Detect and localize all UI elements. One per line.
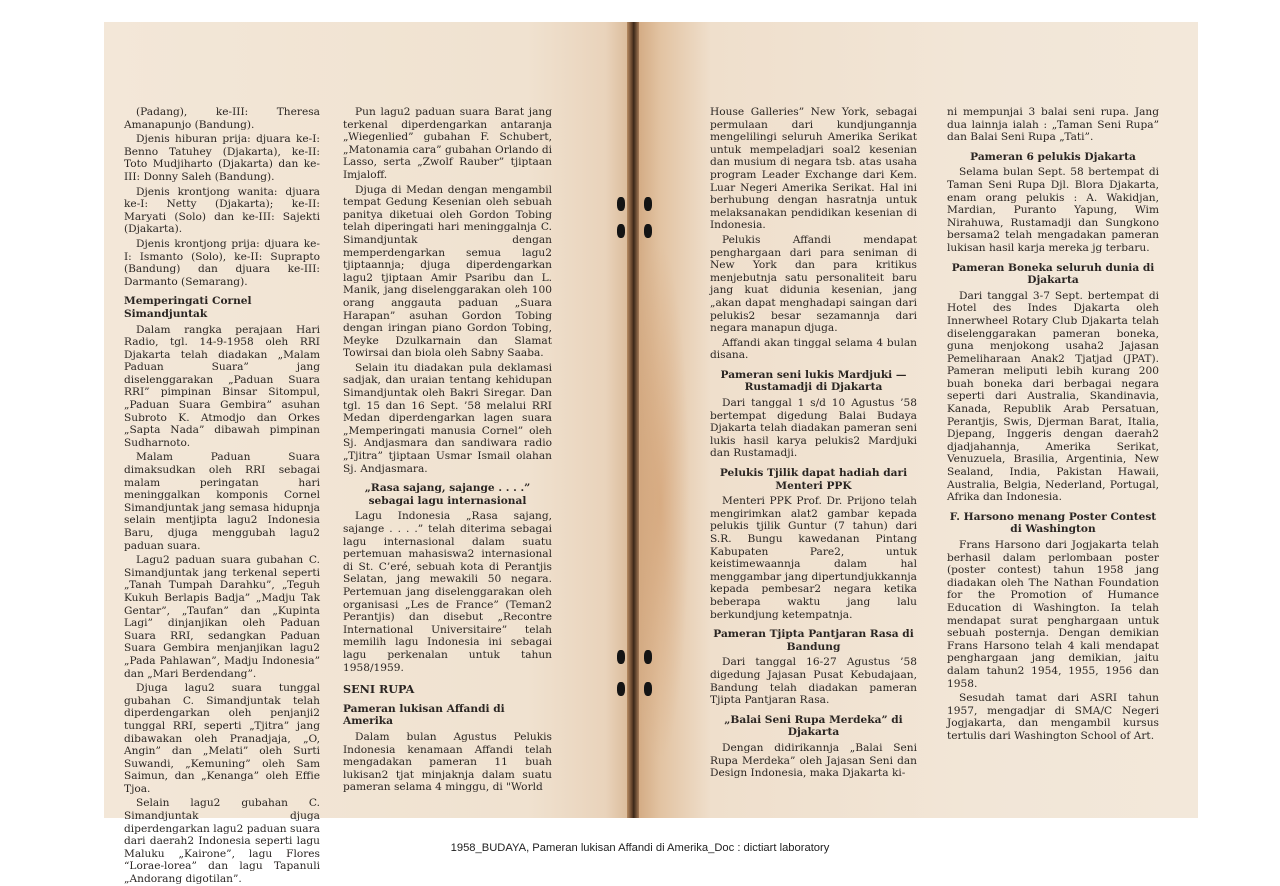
staple-icon bbox=[644, 197, 652, 211]
article-paragraph: Sesudah tamat dari ASRI tahun 1957, mengadjar di SMA/C Negeri Jogjakarta, dan mengambil kursus tertulis dari Washington School of Art. bbox=[947, 692, 1159, 742]
article-heading: F. Harsono menang Poster Contest di Washington bbox=[949, 510, 1157, 536]
article-column-3 bbox=[710, 106, 917, 818]
article-paragraph: (Padang), ke-III: Theresa Amanapunjo (Bandung). bbox=[124, 106, 320, 131]
staple-icon bbox=[617, 682, 625, 696]
article-paragraph: Selama bulan Sept. 58 bertempat di Taman Seni Rupa Djl. Blora Djakarta, enam orang pelukis : A. Wakidjan, Mardian, Puranto Yapung, Wim Nirahuwa, Rustamadji dan Sungkono bersama2 telah mengadakan pameran lukisan hasil karja mereka jg terbaru. bbox=[947, 166, 1159, 254]
article-paragraph: Menteri PPK Prof. Dr. Prijono telah mengirimkan alat2 gambar kepada pelukis tjilik Guntur (7 tahun) dari S.R. Bungu kawedanan Pintang Kabupaten Pare2, untuk keistimewaannja dalam hal menggambar jang dipertundjukkannja kepada pembesar2 negara ketika beberapa waktu jang lalu berkundjung ketempatnja. bbox=[710, 495, 917, 621]
article-paragraph: Pun lagu2 paduan suara Barat jang terkenal diperdengarkan antaranja „Wiegenlied” gubahan F. Schubert, „Matonamia cara” gubahan Orlando di Lasso, serta „Zwolf Rauber” tjiptaan Imjaloff. bbox=[343, 106, 552, 181]
binding-gutter bbox=[627, 22, 639, 818]
article-paragraph: Dari tanggal 16-27 Agustus ’58 digedung Jajasan Pusat Kebudajaan, Bandung telah diadakan pameran Tjipta Pantjaran Rasa. bbox=[710, 656, 917, 707]
article-heading: Pameran Tjipta Pantjaran Rasa di Bandung bbox=[713, 628, 914, 653]
article-heading: Pameran lukisan Affandi di Amerika bbox=[343, 702, 505, 728]
article-paragraph: Djenis krontjong wanita: djuara ke-I: Netty (Djakarta); ke-II: Maryati (Solo) dan ke-III: Sajekti (Djakarta). bbox=[124, 185, 320, 236]
article-column-2 bbox=[343, 106, 552, 818]
article-heading: Pameran 6 pelukis Djakarta bbox=[970, 150, 1136, 163]
article-paragraph: Frans Harsono dari Jogjakarta telah berhasil dalam perlombaan poster (poster contest) tahun 1958 jang diadakan oleh The Nathan Foundation for the Promotion of Humance Education di Washington. Ia telah mendapat surat penghargaan untuk sebuah posternja. Dengan demikian Frans Harsono telah 4 kali mendapat penghargaan jang demikian, jaitu dalam tahun2 1954, 1955, 1956 dan 1958. bbox=[947, 539, 1159, 690]
staple-icon bbox=[644, 682, 652, 696]
article-paragraph: Affandi akan tinggal selama 4 bulan disana. bbox=[710, 336, 917, 362]
article-paragraph: Lagu2 paduan suara gubahan C. Simandjuntak jang terkenal seperti „Tanah Tumpah Darahku”, „Teguh Kukuh Berlapis Badja” „Madju Tak Gentar”, „Taufan” dan „Kupinta Lagi” dinjanjikan oleh Paduan Suara RRI, sedangkan Paduan Suara Gembira menjanjikan lagu2 „Pada Pahlawan”, Madju Indonesia” dan „Mari Berdendang”. bbox=[124, 554, 320, 680]
staple-icon bbox=[617, 224, 625, 238]
article-heading: Memperingati Cornel Simandjuntak bbox=[124, 295, 252, 320]
article-paragraph: Djenis krontjong prija: djuara ke-I: Ismanto (Solo), ke-II: Suprapto (Bandung) dan djuara ke-III: Darmanto (Semarang). bbox=[124, 237, 320, 288]
article-heading: „Rasa sajang, sajange . . . .” sebagai lagu internasional bbox=[364, 482, 531, 507]
section-heading: SENI RUPA bbox=[343, 682, 415, 697]
article-paragraph: Djuga lagu2 suara tunggal gubahan C. Simandjuntak telah diperdengarkan oleh penjanji2 tunggal RRI, seperti „Tjitra” jang dibawakan oleh Pranadjaja, „O, Angin” dan „Melati” oleh Surti Suwandi, „Kemuning” oleh Sam Saimun, dan „Kenanga” oleh Effie Tjoa. bbox=[124, 682, 320, 795]
article-paragraph: Dari tanggal 3-7 Sept. bertempat di Hotel des Indes Djakarta oleh Innerwheel Rotary Club Djakarta telah diselenggarakan pameran boneka, guna menjokong usaha2 Jajasan Pemeliharaan Anak2 Tjatjad (JPAT). Pameran meliputi lebih kurang 200 buah boneka dari berbagai negara seperti dari Australia, Skandinavia, Kanada, Republik Arab Persatuan, Perantjis, Swis, Djerman Barat, Italia, Djepang, Inggeris dengan daerah2 djadjahannja, Amerika Serikat, Venuzuela, Brasilia, Argentinia, New Sealand, India, Pakistan Hawaii, Australia, Belgia, Nederland, Portugal, Afrika dan Indonesia. bbox=[947, 289, 1159, 504]
staple-icon bbox=[644, 650, 652, 664]
article-heading: „Balai Seni Rupa Merdeka” di Djakarta bbox=[724, 713, 903, 739]
article-paragraph: Pelukis Affandi mendapat penghargaan dari para seniman di New York dan para kritikus menjebutnja satu personaliteit baru jang kuat didunia kesenian, jang „akan dapat menghadapi saingan dari pelukis2 besar sezamannja dari negara manapun djuga. bbox=[710, 233, 917, 335]
article-paragraph: Djuga di Medan dengan mengambil tempat Gedung Kesenian oleh sebuah panitya diketuai oleh Gordon Tobing telah diperingati hari meninggalnja C. Simandjuntak dengan memperdengarkan semua lagu2 tjiptaannja; djuga diperdengarkan lagu2 tjiptaan Amir Psaribu dan L. Manik, jang diselenggarakan oleh 100 orang anggauta paduan „Suara Harapan” asuhan Gordon Tobing dengan iringan piano Gordon Tobing, Meyke Dzulkarnain dan Slamat Towirsai dan biola oleh Sabny Saaba. bbox=[343, 183, 552, 360]
article-paragraph: Dalam rangka perajaan Hari Radio, tgl. 14-9-1958 oleh RRI Djakarta telah diadakan „Malam Paduan Suara” jang diselenggarakan „Paduan Suara RRI” pimpinan Binsar Sitompul, „Paduan Suara Gembira” asuhan Subroto K. Atmodjo dan Orkes „Sapta Nada” dibawah pimpinan Sudharnoto. bbox=[124, 323, 320, 449]
article-paragraph: Selain lagu2 gubahan C. Simandjuntak djuga diperdengarkan lagu2 paduan suara dari daerah2 Indonesia seperti lagu Maluku „Kairone”, lagu Flores “Lorae-lorea” dan lagu Tapanuli „Andorang digotilan”. bbox=[124, 797, 320, 886]
article-column-4 bbox=[947, 106, 1159, 818]
article-paragraph: Dalam bulan Agustus Pelukis Indonesia kenamaan Affandi telah mengadakan pameran 11 buah lukisan2 tjat minjaknja dalam suatu pameran selama 4 minggu, di "World bbox=[343, 730, 552, 794]
article-paragraph: Selain itu diadakan pula deklamasi sadjak, dan uraian tentang kehidupan Simandjuntak oleh Bakri Siregar. Dan tgl. 15 dan 16 Sept. ’58 melalui RRI Medan diperdengarkan lagen suara „Memperingati manusia Cornel” oleh Sj. Andjasmara dan sandiwara radio „Tjitra” tjiptaan Usmar Ismail olahan Sj. Andjasmara. bbox=[343, 361, 552, 475]
article-heading: Pameran seni lukis Mardjuki — Rustamadji di Djakarta bbox=[720, 368, 907, 394]
staple-icon bbox=[644, 224, 652, 238]
staple-icon bbox=[617, 197, 625, 211]
article-paragraph: Dari tanggal 1 s/d 10 Agustus ’58 bertempat digedung Balai Budaya Djakarta telah diadakan pameran seni lukis hasil karya pelukis2 Mardjuki dan Rustamadji. bbox=[710, 397, 917, 460]
image-caption: 1958_BUDAYA, Pameran lukisan Affandi di Amerika_Doc : dictiart laboratory bbox=[450, 842, 830, 854]
article-paragraph: Lagu Indonesia „Rasa sajang, sajange . . . .” telah diterima sebagai lagu internasional dalam suatu pertemuan mahasiswa2 internasional di St. C’eré, sebuah kota di Perantjis Selatan, jang mewakili 50 negara. Pertemuan jang diselenggarakan oleh organisasi „Les de France” (Teman2 Perantjis) dan disebut „Recontre International Universitaire” telah memilih lagu Indonesia ini sebagai lagu perkenalan untuk tahun 1958/1959. bbox=[343, 510, 552, 674]
staple-icon bbox=[617, 650, 625, 664]
article-column-1 bbox=[124, 106, 320, 886]
article-paragraph: House Galleries” New York, sebagai permulaan dari kundjungannja mengelilingi seluruh Amerika Serikat untuk mempeladjari soal2 kesenian dan musium di negara tsb. atas usaha program Leader Exchange dari Kem. Luar Negeri Amerika Serikat. Hal ini berhubung dengan hasratnja untuk melaksanakan pendidikan kesenian di Indonesia. bbox=[710, 106, 917, 232]
article-paragraph: ni mempunjai 3 balai seni rupa. Jang dua lainnja ialah : „Taman Seni Rupa” dan Balai Seni Rupa „Tati”. bbox=[947, 106, 1159, 144]
article-heading: Pameran Boneka seluruh dunia di Djakarta bbox=[951, 261, 1155, 287]
article-paragraph: Dengan didirikannja „Balai Seni Rupa Merdeka” oleh Jajasan Seni dan Design Indonesia, maka Djakarta ki- bbox=[710, 741, 917, 780]
article-paragraph: Malam Paduan Suara dimaksudkan oleh RRI sebagai malam peringatan hari meninggalkan komponis Cornel Simandjuntak jang semasa hidupnja selain mentjipta lagu2 Indonesia Baru, djuga menggubah lagu2 paduan suara. bbox=[124, 451, 320, 552]
article-heading: Pelukis Tjilik dapat hadiah dari Menteri PPK bbox=[719, 467, 908, 492]
article-paragraph: Djenis hiburan prija: djuara ke-I: Benno Tatuhey (Djakarta), ke-II: Toto Mudjiharto (Djakarta) dan ke-III: Donny Saleh (Bandung). bbox=[124, 133, 320, 183]
